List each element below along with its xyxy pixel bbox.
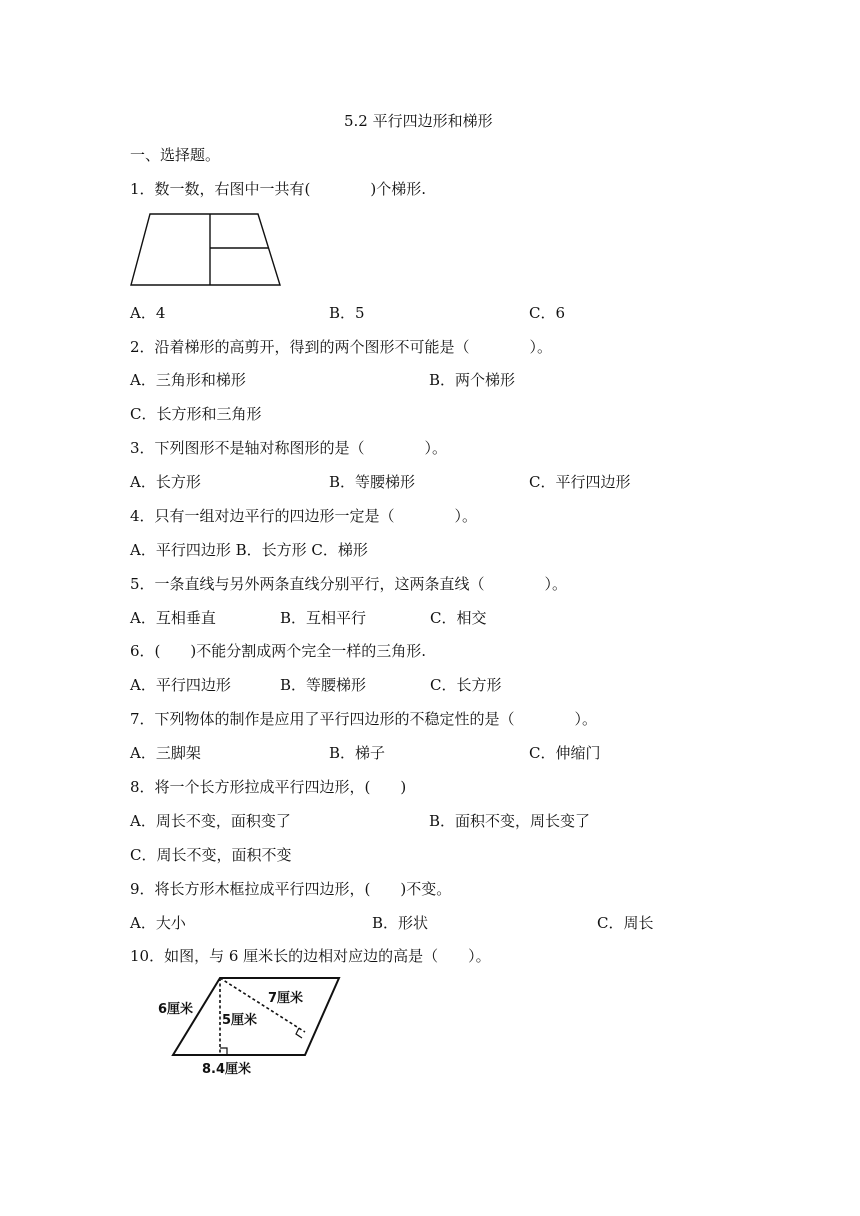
question-6-stem: 6．( )不能分割成两个完全一样的三角形. (130, 642, 427, 660)
question-4-stem: 4．只有一组对边平行的四边形一定是（ ）。 (130, 507, 478, 525)
question-3-stem: 3．下列图形不是轴对称图形的是（ ）。 (130, 439, 448, 457)
question-3-option-b: B．等腰梯形 (329, 473, 416, 491)
question-6-option-b: B．等腰梯形 (280, 676, 367, 694)
label-base-8-4cm: 8.4厘米 (202, 1062, 252, 1077)
question-6-option-c: C．长方形 (430, 676, 502, 694)
question-8-option-c: C．周长不变，面积不变 (130, 846, 292, 864)
question-2-option-c: C．长方形和三角形 (130, 405, 262, 423)
label-height-7cm: 7厘米 (268, 991, 304, 1006)
page-title: 5.2 平行四边形和梯形 (344, 112, 493, 130)
question-5-option-b: B．互相平行 (280, 609, 367, 627)
question-9-stem: 9．将长方形木框拉成平行四边形，( )不变。 (130, 880, 452, 898)
question-10-stem: 10．如图，与 6 厘米长的边相对应边的高是（ ）。 (130, 947, 491, 965)
question-7-option-b: B．梯子 (329, 744, 386, 762)
question-1-option-a: A．4 (130, 304, 166, 322)
question-8-stem: 8．将一个长方形拉成平行四边形，( ) (130, 778, 407, 796)
section-heading: 一、选择题。 (130, 146, 221, 164)
parallelogram-figure (150, 972, 350, 1082)
question-5-option-a: A．互相垂直 (130, 609, 216, 627)
question-6-option-a: A．平行四边形 (130, 676, 231, 694)
question-9-option-c: C．周长 (597, 914, 654, 932)
label-height-5cm: 5厘米 (222, 1013, 258, 1028)
question-3-option-c: C．平行四边形 (529, 473, 631, 491)
question-1-option-c: C．6 (529, 304, 566, 322)
trapezoid-figure (128, 212, 284, 288)
question-1-option-b: B．5 (329, 304, 365, 322)
question-2-stem: 2．沿着梯形的高剪开，得到的两个图形不可能是（ ）。 (130, 338, 553, 356)
question-7-stem: 7．下列物体的制作是应用了平行四边形的不稳定性的是（ ）。 (130, 710, 598, 728)
question-7-option-a: A．三脚架 (130, 744, 201, 762)
question-5-stem: 5．一条直线与另外两条直线分别平行，这两条直线（ ）。 (130, 575, 568, 593)
question-2-option-b: B．两个梯形 (429, 371, 516, 389)
label-side-6cm: 6厘米 (158, 1002, 194, 1017)
question-8-option-a: A．周长不变，面积变了 (130, 812, 291, 830)
question-1-stem: 1．数一数，右图中一共有( )个梯形. (130, 180, 427, 198)
question-9-option-a: A．大小 (130, 914, 186, 932)
question-9-option-b: B．形状 (372, 914, 429, 932)
question-2-option-a: A．三角形和梯形 (130, 371, 246, 389)
question-8-option-b: B．面积不变，周长变了 (429, 812, 591, 830)
question-3-option-a: A．长方形 (130, 473, 201, 491)
question-7-option-c: C．伸缩门 (529, 744, 601, 762)
question-5-option-c: C．相交 (430, 609, 487, 627)
question-4-options: A．平行四边形 B．长方形 C．梯形 (130, 541, 368, 559)
